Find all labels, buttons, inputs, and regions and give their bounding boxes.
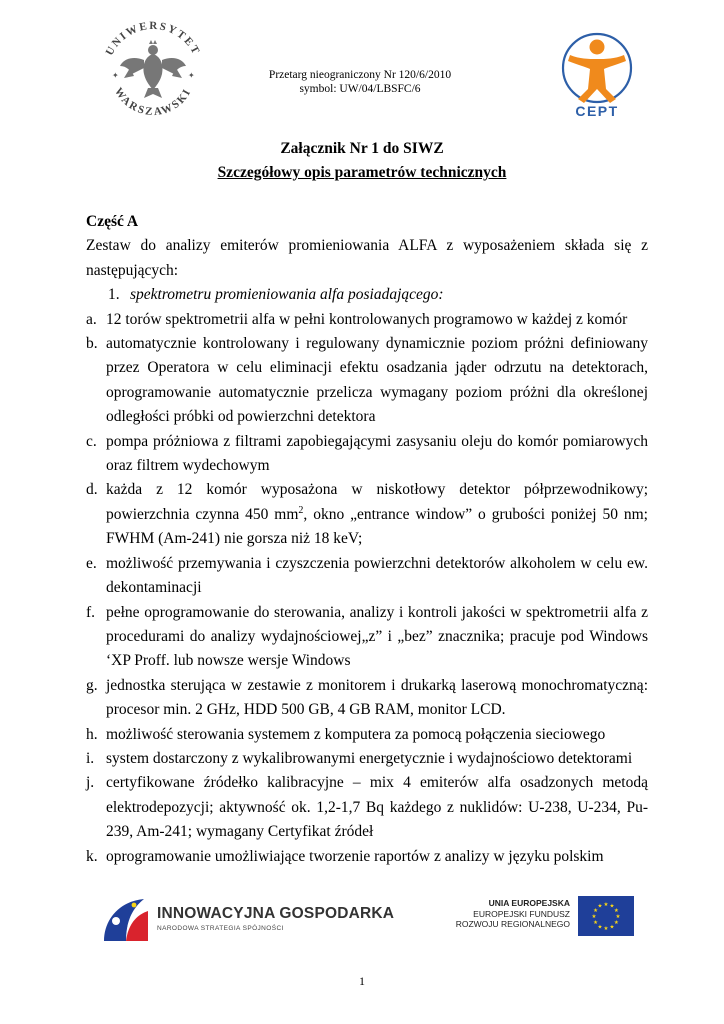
eu-star-icon: ★ <box>609 903 615 910</box>
eu-star-icon: ★ <box>609 924 615 931</box>
list-item-text: możliwość przemywania i czyszczenia powierzchni detektorów alkoholem w celu ew. dekontaminacji <box>106 554 648 597</box>
tender-symbol: symbol: UW/04/LBSFC/6 <box>299 83 421 95</box>
list-item-h: h. możliwość sterowania systemem z komputera za pomocą połączenia sieciowego <box>86 723 648 747</box>
list-item-text: 12 torów spektrometrii alfa w pełni kontrolowanych programowo w każdej z komór <box>106 310 628 328</box>
svg-text:✦: ✦ <box>188 71 195 80</box>
page-number: 1 <box>359 974 365 988</box>
innovative-economy-subtitle: NARODOWA STRATEGIA SPÓJNOŚCI <box>157 925 284 932</box>
list-item-text: oprogramowanie umożliwiające tworzenie raportów z analizy w języku polskim <box>106 847 604 865</box>
list-item-k: k. oprogramowanie umożliwiające tworzenie raportów z analizy w języku polskim <box>86 845 648 869</box>
list-item-text: każda z 12 komór wyposażona w niskotłowy detektor półprzewodnikowy; powierzchnia czynna 450 $mm^2$, okno „entrance window” o grubości poniżej 50 nm; FWHM (Am-241) nie gorsza niż 18 keV; <box>106 481 648 548</box>
list-item-c: c. pompa próżniowa z filtrami zapobiegającymi zasysaniu oleju do komór pomiarowych oraz filtrem wydechowym <box>86 430 648 479</box>
eu-star-icon: ★ <box>591 914 597 920</box>
university-seal-logo <box>94 16 212 128</box>
eu-star-icon: ★ <box>613 920 619 926</box>
eu-star-icon: ★ <box>613 908 619 914</box>
eu-flag-icon <box>578 896 634 936</box>
part-heading: Część A <box>86 213 139 230</box>
list-item-i: i. system dostarczony z wykalibrowanymi energetycznie i wydajnościowo detektorami <box>86 747 648 771</box>
list-item-text: automatycznie kontrolowany i regulowany dynamicznie poziom próżni definiowany przez Operatora w celu eliminacji efektu osadzania jąder odrzutu na detektorach, oprogramowanie automatycznie przelicza wymagany poziom próżni dla określonej odległości próbki od powierzchni detektora <box>106 335 648 426</box>
tender-number: Przetarg nieograniczony Nr 120/6/2010 <box>268 69 452 81</box>
eu-star-icon: ★ <box>597 924 603 931</box>
eu-fund-label: UNIA EUROPEJSKA EUROPEJSKI FUNDUSZ ROZWOJU REGIONALNEGO <box>455 898 570 929</box>
list-item-f: f. pełne oprogramowanie do sterowania, analizy i kontroli jakości w spektrometrii alfa z procedurami do analizy wydajnościowej„z” i „bez” znacznika; pracuje pod Windows ‘XP Proff. lub nowsze wersje Windows <box>86 601 648 674</box>
list-item-a: a. 12 torów spektrometrii alfa w pełni kontrolowanych programowo w każdej z komór <box>86 308 648 332</box>
list-item-text: możliwość sterowania systemem z komputera za pomocą połączenia sieciowego <box>106 725 606 743</box>
svg-text:WARSZAWSKI: WARSZAWSKI <box>111 85 194 119</box>
list-item-e: e. możliwość przemywania i czyszczenia powierzchni detektorów alkoholem w celu ew. dekontaminacji <box>86 552 648 601</box>
list-item-text: pompa próżniowa z filtrami zapobiegającymi zasysaniu oleju do komór pomiarowych oraz filtrem wydechowym <box>106 432 648 475</box>
eu-star-icon: ★ <box>593 908 599 914</box>
cept-wordmark: CEPT <box>575 103 619 119</box>
list-item-text: system dostarczony z wykalibrowanymi energetycznie i wydajnościowo detektorami <box>106 749 633 767</box>
numbered-item-number: 1. <box>108 286 120 304</box>
innovative-economy-logo <box>100 895 150 945</box>
eu-star-icon: ★ <box>603 902 609 908</box>
list-item-b: b. automatycznie kontrolowany i regulowany dynamicznie poziom próżni definiowany przez Operatora w celu eliminacji efektu osadzania jąder odrzutu na detektorach, oprogramowanie automatycznie przelicza wymagany poziom próżni dla określonej odległości próbki od powierzchni detektora <box>86 332 648 430</box>
svg-text:✦: ✦ <box>112 71 119 80</box>
list-item-g: g. jednostka sterująca w zestawie z monitorem i drukarką laserową monochromatyczną: procesor min. 2 GHz, HDD 500 GB, 4 GB RAM, monitor LCD. <box>86 674 648 723</box>
eu-star-icon: ★ <box>593 920 599 926</box>
list-item-text: pełne oprogramowanie do sterowania, analizy i kontroli jakości w spektrometrii alfa z procedurami do analizy wydajnościowej„z” i „bez” znacznika; pracuje pod Windows ‘XP Proff. lub nowsze wersje Windows <box>106 603 648 670</box>
annex-title: Załącznik Nr 1 do SIWZ <box>280 140 444 157</box>
numbered-item-1 <box>86 283 648 307</box>
list-item-text: certyfikowane źródełko kalibracyjne – mix 4 emiterów alfa osadzonych metodą elektrodepozycji; aktywność ok. 1,2-1,7 Bq każdego z nuklidów: U-238, U-234, Pu-239, Am-241; wymagany Certyfikat źródeł <box>106 774 648 841</box>
list-item-j: j. certyfikowane źródełko kalibracyjne – mix 4 emiterów alfa osadzonych metodą elektrodepozycji; aktywność ok. 1,2-1,7 Bq każdego z nuklidów: U-238, U-234, Pu-239, Am-241; wymagany Certyfikat źródeł <box>86 771 648 844</box>
tender-reference <box>236 68 484 96</box>
document-body <box>86 210 648 869</box>
svg-text:UNIWERSYTET: UNIWERSYTET <box>103 19 203 58</box>
document-subtitle: Szczegółowy opis parametrów technicznych <box>217 164 507 181</box>
list-item-d: d. każda z 12 komór wyposażona w niskotłowy detektor półprzewodnikowy; powierzchnia czynna 450 $mm^2$, okno „entrance window” o grubości poniżej 50 nm; FWHM (Am-241) nie gorsza niż 18 keV; <box>86 478 648 551</box>
part-intro: Zestaw do analizy emiterów promieniowania ALFA z wyposażeniem składa się z następujących: <box>86 237 648 279</box>
eu-star-icon: ★ <box>615 914 621 920</box>
innovative-economy-title: INNOWACYJNA GOSPODARKA <box>157 905 395 922</box>
numbered-item-text: spektrometru promieniowania alfa posiadającego: <box>130 286 444 304</box>
eu-star-icon: ★ <box>603 926 609 932</box>
list-item-text: jednostka sterująca w zestawie z monitorem i drukarką laserową monochromatyczną: procesor min. 2 GHz, HDD 500 GB, 4 GB RAM, monitor LCD. <box>106 676 648 719</box>
eu-star-icon: ★ <box>597 903 603 910</box>
